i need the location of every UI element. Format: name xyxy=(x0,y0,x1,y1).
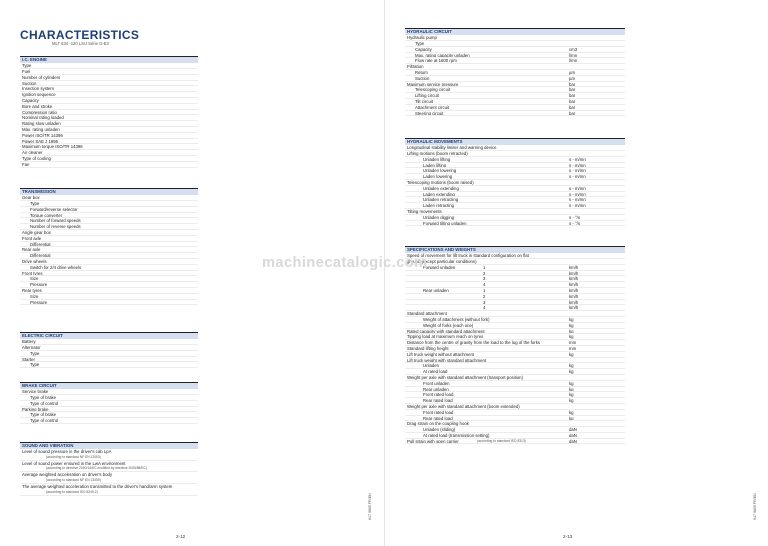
row-label: Return xyxy=(415,69,428,75)
row-unit: kg xyxy=(569,316,574,322)
row-label: Rear unladen xyxy=(423,386,449,392)
row-label: Rear rated load xyxy=(423,415,453,421)
row-label: Lift truck weight without attachment xyxy=(407,351,475,357)
row-label: Max. rating capacity unladen xyxy=(415,52,470,58)
row-label: Power ISO/TR 14396 xyxy=(22,132,63,138)
row-label: Power SAE J 1995 xyxy=(22,138,59,144)
section-heading: I.C. ENGINE xyxy=(20,57,198,63)
brake-rows xyxy=(20,389,198,424)
sound-rows xyxy=(20,449,198,495)
row-label: Type of cooling xyxy=(22,155,51,161)
row-unit: km/h xyxy=(569,264,579,270)
page-number: 2-13 xyxy=(563,534,573,539)
row-label: Unladen lifting xyxy=(423,156,451,162)
spec-row xyxy=(20,362,198,368)
row-unit: kg xyxy=(569,409,574,415)
row-unit: kg xyxy=(569,369,574,375)
row-label: Filtration xyxy=(407,64,424,70)
row-label: Fuel xyxy=(22,68,31,74)
row-label: Forward unladen xyxy=(423,264,456,270)
electric-rows xyxy=(20,339,198,368)
row-label: Number of forward speeds xyxy=(30,218,81,224)
row-label: Front axle xyxy=(22,235,42,241)
engine-rows xyxy=(20,63,198,167)
row-label: Type of control xyxy=(30,418,59,424)
spec-row xyxy=(405,439,625,445)
row-label: Lifting circuit xyxy=(415,93,439,99)
row-label: At rated load xyxy=(423,369,448,375)
row-unit: kg xyxy=(569,328,574,334)
row-label: Capacity xyxy=(415,46,432,52)
side-code: 647 9805 FR/EN xyxy=(753,493,757,520)
row-gear: 2 xyxy=(483,293,486,299)
row-label: Speed of movement for lift truck in standard configuration on flat xyxy=(407,253,529,259)
row-label: Telescoping circuit xyxy=(415,87,451,93)
section-heading: ELECTRIC CIRCUIT xyxy=(20,333,198,339)
row-unit: kg xyxy=(569,392,574,398)
row-label: Air cleaner xyxy=(22,150,43,156)
row-label: Size xyxy=(30,293,39,299)
row-label: Pressure xyxy=(30,299,48,305)
section-heading: HYDRAULIC MOVEMENTS xyxy=(405,139,625,145)
row-label: Front unladen xyxy=(423,380,450,386)
row-label: Differential xyxy=(30,241,51,247)
row-unit: km/h xyxy=(569,276,579,282)
page-subtitle: MLT 634 -120 LSU Série G-E3 xyxy=(52,41,109,46)
row-label: Service brake xyxy=(22,389,49,395)
row-label: Compression ratio xyxy=(22,109,57,115)
row-gear: 3 xyxy=(483,299,486,305)
row-label: Laden extending xyxy=(423,191,455,197)
brake-section xyxy=(20,382,198,424)
row-label: Tilt circuit xyxy=(415,98,433,104)
row-label: Angle gear box xyxy=(22,229,51,235)
row-unit: s - m/mn xyxy=(569,191,586,197)
row-label: Rear axle xyxy=(22,247,41,253)
section-heading: TRANSMISSION xyxy=(20,189,198,195)
row-label: Type of control xyxy=(30,400,59,406)
sound-section xyxy=(20,442,198,496)
row-label: Weight of forks (each one) xyxy=(423,322,474,328)
row-unit: µm xyxy=(569,75,576,81)
row-label: Size xyxy=(30,276,39,282)
row-unit: bar xyxy=(569,81,576,87)
row-gear: 2 xyxy=(483,270,486,276)
row-unit: bar xyxy=(569,98,576,104)
row-label: Unladen (sliding) xyxy=(423,427,456,433)
engine-section xyxy=(20,56,198,168)
row-gear: 1 xyxy=(483,264,486,270)
row-label: Lift truck weight with standard attachment xyxy=(407,357,487,363)
row-unit: s - m/mn xyxy=(569,197,586,203)
row-label: Capacity xyxy=(22,97,39,103)
row-label: Suction xyxy=(415,75,430,81)
row-unit: s - m/mn xyxy=(569,168,586,174)
page-title: CHARACTERISTICS xyxy=(20,28,140,42)
row-label: Nominal rating loaded xyxy=(22,115,64,121)
row-label: Alternator xyxy=(22,344,41,350)
section-heading: SOUND AND VIBRATION xyxy=(20,443,198,449)
row-label: Rear tyres xyxy=(22,287,42,293)
row-unit: s - m/mn xyxy=(569,185,586,191)
row-unit: s - °/s xyxy=(569,214,581,220)
movements-rows xyxy=(405,145,625,226)
row-label: Longitudinal stability limiter and warning device xyxy=(407,145,497,151)
row-label: Bore and stroke xyxy=(22,103,53,109)
row-label: Rated capacity with standard attachment xyxy=(407,328,485,334)
row-label: Unladen lowering xyxy=(423,168,457,174)
row-label: Unladen digging xyxy=(423,214,455,220)
row-note: (according to directive 2000/14/EC modified by directive 2005/88/EC) xyxy=(46,466,147,471)
row-label: Switch for 2/4 drive wheels xyxy=(30,264,82,270)
row-unit: mm xyxy=(569,345,577,351)
row-label: Unladen retracting xyxy=(423,197,459,203)
row-label: Weight per axle with standard attachment (transport position) xyxy=(407,374,523,380)
row-label: Attachment circuit xyxy=(415,104,450,110)
row-unit: km/h xyxy=(569,287,579,293)
side-code: 647 9805 FR/EN xyxy=(368,493,372,520)
row-unit: km/h xyxy=(569,270,579,276)
electric-section xyxy=(20,332,198,368)
row-label: Type of brake xyxy=(30,412,57,418)
row-unit: bar xyxy=(569,110,576,116)
row-label: Hydraulic pump xyxy=(407,35,437,41)
row-label: Forward/reverse selector xyxy=(30,206,78,212)
movements-section xyxy=(405,138,625,226)
row-label: Laden retracting xyxy=(423,203,455,209)
row-label: Front rated load xyxy=(423,392,454,398)
specs-section xyxy=(405,246,625,444)
row-label: At rated load (transmission setting) xyxy=(423,432,490,438)
row-unit: kg xyxy=(569,363,574,369)
spec-row xyxy=(20,484,198,496)
row-label: Unladen xyxy=(423,363,440,369)
row-unit: kg xyxy=(569,380,574,386)
row-label: Type xyxy=(30,362,40,368)
row-unit: kg xyxy=(569,415,574,421)
row-unit: bar xyxy=(569,87,576,93)
row-unit: s - °/s xyxy=(569,220,581,226)
row-label: Drive wheels xyxy=(22,258,47,264)
row-label: Standard lifting height xyxy=(407,345,449,351)
row-label: Rear rated load xyxy=(423,398,453,404)
row-unit: mm xyxy=(569,340,577,346)
row-gear: 4 xyxy=(483,282,486,288)
transmission-section xyxy=(20,188,198,305)
row-label: The average weighted acceleration transmitted to the driver's hand/arm system xyxy=(22,483,173,489)
spec-row xyxy=(20,418,198,424)
row-label: Insection system xyxy=(22,86,55,92)
row-label: Level of sound pressure in the driver's cab LpA xyxy=(22,449,112,455)
row-label: Rating slow unladen xyxy=(22,121,61,127)
row-label: Battery xyxy=(22,339,36,345)
row-note: (according to standard NF EN 12053) xyxy=(46,454,101,459)
row-gear: 1 xyxy=(483,287,486,293)
section-heading: SPECIFICATIONS AND WEIGHTS xyxy=(405,247,625,253)
row-label: Ignition sequence xyxy=(22,92,56,98)
row-unit: cm3 xyxy=(569,46,578,52)
row-label: Suction xyxy=(22,80,37,86)
spec-row xyxy=(405,221,625,227)
row-label: Fan xyxy=(22,161,30,167)
row-unit: bar xyxy=(569,93,576,99)
row-unit: daN xyxy=(569,432,577,438)
row-unit: km/h xyxy=(569,305,579,311)
row-note: (according to standard NF EN 13059) xyxy=(46,477,101,482)
page-number: 2-12 xyxy=(176,534,186,539)
hydraulic-rows xyxy=(405,35,625,116)
row-unit: km/h xyxy=(569,299,579,305)
transmission-rows xyxy=(20,195,198,305)
row-label: Standard attachment xyxy=(407,311,447,317)
row-label: Torque converter xyxy=(30,212,63,218)
row-label: Maximum service pressure xyxy=(407,81,459,87)
row-label: Unladen extending xyxy=(423,185,459,191)
row-label: Laden lifting xyxy=(423,162,447,168)
spec-row xyxy=(20,472,198,484)
row-unit: kg xyxy=(569,322,574,328)
row-label: Weight of attachment (without fork) xyxy=(423,316,490,322)
row-unit: l/mn xyxy=(569,58,578,64)
row-note: (according to standard ISO 8313) xyxy=(477,438,526,443)
spec-row xyxy=(20,461,198,473)
row-label: Type xyxy=(30,200,40,206)
row-label: Laden lowering xyxy=(423,174,453,180)
row-label: Front rated load xyxy=(423,409,454,415)
row-label: Drag strain on the coupling hook xyxy=(407,421,469,427)
row-label: Average weighted acceleration on driver's body xyxy=(22,472,113,478)
row-label: Telescoping motions (boom raised) xyxy=(407,179,474,185)
row-label: Tipping load at maximum reach on tyres xyxy=(407,334,484,340)
row-unit: bar xyxy=(569,104,576,110)
row-label: Level of sound power ensured in the LwA environment xyxy=(22,460,126,466)
row-unit: kg xyxy=(569,351,574,357)
row-label: Type xyxy=(22,63,32,69)
spec-row xyxy=(20,449,198,461)
row-label: Weight per axle with standard attachment (boom extended) xyxy=(407,403,520,409)
row-unit: s - m/mn xyxy=(569,156,586,162)
section-heading: HYDRAULIC CIRCUIT xyxy=(405,29,625,35)
row-unit: kg xyxy=(569,398,574,404)
row-unit: s - m/mn xyxy=(569,174,586,180)
row-label: Front tyres xyxy=(22,270,43,276)
watermark: machinecatalogic.com xyxy=(262,255,428,271)
row-label: Pull strain with open carrier xyxy=(407,438,459,444)
row-unit: daN xyxy=(569,427,577,433)
row-label: Lifting motions (boom retracted) xyxy=(407,150,468,156)
row-unit: s - m/mn xyxy=(569,162,586,168)
row-gear: 3 xyxy=(483,276,486,282)
spec-row xyxy=(20,162,198,168)
section-heading: BRAKE CIRCUIT xyxy=(20,383,198,389)
row-label: Starter xyxy=(22,356,35,362)
row-label: Number of cylinders xyxy=(22,74,61,80)
row-label: Differential xyxy=(30,253,51,259)
row-label: Rear unladen xyxy=(423,287,449,293)
row-unit: km/h xyxy=(569,293,579,299)
spec-row xyxy=(20,300,198,306)
row-unit: daN xyxy=(569,438,577,444)
row-label: Pressure xyxy=(30,282,48,288)
row-label: Forward tilting unladen xyxy=(423,220,467,226)
row-label: Gear box xyxy=(22,195,40,201)
row-gear: 4 xyxy=(483,305,486,311)
row-label: Type of brake xyxy=(30,394,57,400)
row-label: Parking brake xyxy=(22,406,49,412)
row-label: Distance from the centre of gravity from the load to the lug of the forks xyxy=(407,340,541,346)
row-note: (according to standard ISO 5349-2) xyxy=(46,489,98,494)
spec-row xyxy=(405,111,625,117)
row-unit: l/mn xyxy=(569,52,578,58)
row-unit: km/h xyxy=(569,282,579,288)
row-label: Type xyxy=(415,40,425,46)
specs-rows xyxy=(405,253,625,444)
row-unit: s - m/mn xyxy=(569,203,586,209)
row-label: Steering circuit xyxy=(415,110,444,116)
row-label: ground (except particular conditions) xyxy=(407,258,477,264)
row-label: Number of reverse speeds xyxy=(30,224,81,230)
row-label: Tilting movements xyxy=(407,208,442,214)
row-unit: kg xyxy=(569,386,574,392)
row-label: Max. rating unladen xyxy=(22,126,60,132)
row-label: Flow rate at 1600 rpm xyxy=(415,58,457,64)
hydraulic-section xyxy=(405,28,625,116)
right-page xyxy=(384,0,768,546)
row-unit: kg xyxy=(569,334,574,340)
row-label: Type xyxy=(30,350,40,356)
row-label: Maximum torque ISO/TR 14396 xyxy=(22,144,83,150)
row-unit: µm xyxy=(569,69,576,75)
